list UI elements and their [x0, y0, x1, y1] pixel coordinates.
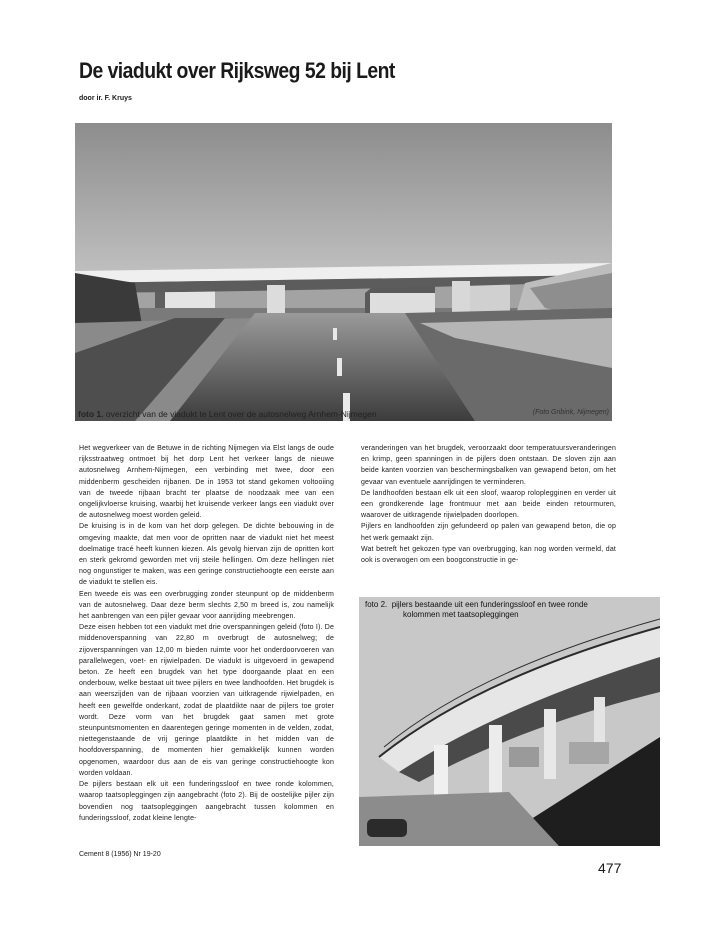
paragraph: Wat betreft het gekozen type van overbrugging, kan nog worden vermeld, dat ook is overwogen om een boogconstructie in ge- — [361, 545, 616, 565]
paragraph: veranderingen van het brugdek, veroorzaakt door temperatuursveranderingen en krimp, geen spanningen in de pijlers doen ontstaan. De sloven zijn aan beide kanten voorzien van beschermingsbalken van gewapend beton, om het gevaar van eventuele aanrijdingen te verminderen. — [361, 445, 616, 486]
photo2-caption — [365, 600, 588, 620]
journal-reference: Cement 8 (1956) Nr 19-20 — [79, 851, 161, 858]
paragraph: De pijlers bestaan elk uit een funderingssloof en twee ronde kolommen, waarop taatsopleggingen zijn aangebracht (foto 2). Bij de oostelijke pijler zijn bovendien nog taatsopleggingen aangebracht tussen kolommen en funderingssloof, zodat kleine lengte- — [79, 781, 334, 822]
photo2-caption-line1: pijlers bestaande uit een funderingssloof en twee ronde — [391, 600, 588, 609]
paragraph: De kruising is in de kom van het dorp gelegen. De dichte bebouwing in de omgeving maakte, dat men voor de opritten naar de viadukt niet het meest doelmatige tracé heeft kunnen kiezen. Als gevolg hiervan zijn de opritten kort en sterk gekromd geworden met vrij steile hellingen. Om deze hellingen niet nog ongunstiger te maken, was een geringe constructiehoogte een eerste aan de viadukt te stellen eis. — [79, 523, 334, 587]
photo1-credit: (Foto Gribink, Nijmegen) — [532, 409, 609, 416]
photo-viaduct-overview — [75, 123, 612, 421]
body-column-right — [361, 443, 616, 566]
photo1-caption — [78, 409, 377, 419]
paragraph: Een tweede eis was een overbrugging zonder steunpunt op de middenberm van de autosnelweg. Daar deze berm slechts 2,50 m breed is, zou namelijk het aanbrengen van een pijler gevaar voor aanrijding meebrengen. — [79, 590, 334, 621]
photo2-caption-label: foto 2. — [365, 600, 388, 609]
page-number: 477 — [598, 860, 622, 876]
body-column-left — [79, 443, 334, 824]
page-title: De viadukt over Rijksweg 52 bij Lent — [79, 58, 395, 83]
photo1-caption-label: foto 1. — [78, 409, 104, 419]
photo1-caption-text: overzicht van de viadukt te Lent over de autosnelweg Arnhem-Nijmegen — [105, 409, 377, 419]
paragraph: Deze eisen hebben tot een viadukt met drie overspanningen geleid (foto I). De middenoverspanning van 22,80 m overbrugt de autosnelweg; de zijoverspanningen van 12,00 m bieden ruimte voor het onderdoorvoeren van parallelwegen, voet- en rijwielpaden. De viadukt is uitgevoerd in gewapend beton. Ze heeft een brugdek van het type doorgaande plaat en een onderbouw, welke bestaat uit twee pijlers en twee landhoofden. Het brugdek is aan weerszijden van de rijbaan voorzien van uitkragende rijwielpaden, en heeft een gewelfde onderkant, zodat de plaatdikte naar de pijlers toe groter wordt. Deze vorm van het brugdek gaat samen met grote steunpuntsmomenten en daarentegen geringe momenten in de velden, zodat, niettegenstaande de vrij geringe plaatdikte in het midden van de hoofdoverspanning, de momenten hier gemakkelijk kunnen worden opgenomen, waardoor dus aan de eis van geringe constructiehoogte kon worden voldaan. — [79, 624, 334, 777]
paragraph: Het wegverkeer van de Betuwe in de richting Nijmegen via Elst langs de oude rijksstraatweg ontmoet bij het dorp Lent het verkeer langs de nieuwe autosnelweg Arnhem-Nijmegen, een verbinding met twee, door een middenberm gescheiden rijbanen. De in 1953 tot stand gekomen voltooiing van de tweede rijbaan bracht ter plaatse de noodzaak mee van een ongelijkvloerse kruising, waarbij het kruisende verkeer langs een viadukt over de autosnelweg moest worden geleid. — [79, 445, 334, 520]
author-byline: door ir. F. Kruys — [79, 95, 132, 102]
photo-pillars — [359, 597, 660, 846]
paragraph: Pijlers en landhoofden zijn gefundeerd op palen van gewapend beton, die op het werk gemaakt zijn. — [361, 523, 616, 542]
photo2-caption-line2: kolommen met taatsopleggingen — [403, 610, 519, 619]
paragraph: De landhoofden bestaan elk uit een sloof, waarop roloplegginen en verder uit een grondkerende lage frontmuur met aan beide einden retourmuren, waarover de uitkragende rijwielpaden doorlopen. — [361, 489, 616, 520]
